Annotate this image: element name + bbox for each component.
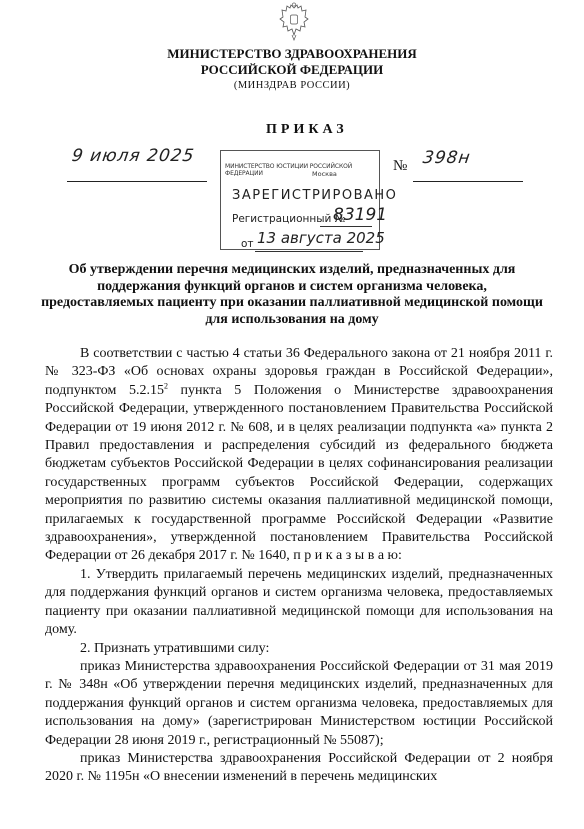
document-type: ПРИКАЗ	[266, 122, 348, 137]
stamp-reg-label: Регистрационный №	[232, 213, 346, 225]
stamp-from-date: 13 августа 2025	[257, 229, 385, 247]
document-body	[45, 345, 553, 787]
document-title: Об утверждении перечня медицинских изделий, предназначенных для поддержания функций органов и систем организма человека, предоставляемых пациенту при оказании паллиативной медицинской помощи для использования на дому	[41, 262, 543, 327]
coat-of-arms-icon	[278, 2, 310, 42]
paragraph-2: 2. Признать утратившими силу:	[80, 640, 270, 656]
stamp-organization: МИНИСТЕРСТВО ЮСТИЦИИ РОССИЙСКОЙ ФЕДЕРАЦИИ	[225, 163, 353, 177]
order-date: 9 июля 2025	[70, 146, 196, 166]
stamp-city: Москва	[312, 170, 337, 178]
stamp-from-label: от	[241, 238, 254, 250]
stamp-status: ЗАРЕГИСТРИРОВАНО	[232, 188, 398, 203]
number-label: №	[393, 158, 408, 174]
order-number: 398н	[421, 148, 472, 168]
paragraph-1: 1. Утвердить прилагаемый перечень медицинских изделий, предназначенных для поддержания функций органов и систем организма человека, предоставляемых пациенту при оказании паллиативной медицинской помощи для использования на дому.	[45, 566, 553, 638]
ministry-name: МИНИСТЕРСТВО ЗДРАВООХРАНЕНИЯ	[167, 46, 417, 61]
stamp-date-underline	[255, 251, 363, 252]
stamp-reg-number: 83191	[333, 205, 388, 225]
ministry-country: РОССИЙСКОЙ ФЕДЕРАЦИИ	[200, 62, 384, 77]
superscript: 2	[163, 381, 168, 391]
paragraph-repealed-1: приказ Министерства здравоохранения Российской Федерации от 31 мая 2019 г. № 348н «Об утверждении перечня медицинских изделий, предназначенных для поддержания функций органов и систем организма человека, предоставляемых для использования на дому» (зарегистрирован Министерством юстиции Российской Федерации 28 июня 2019 г., регистрационный № 55087);	[45, 658, 553, 748]
ministry-short-name: (МИНЗДРАВ РОССИИ)	[233, 80, 351, 91]
preamble-text-rest: пункта 5 Положения о Министерстве здравоохранения Российской Федерации, утвержденного постановлением Правительства Российской Федерации от 19 июня 2012 г. № 608, и в целях реализации подпункта «а» пункта 2 Правил предоставления и распределения субсидий из федерального бюджета бюджетам субъектов Российской Федерации в целях софинансирования реализации государственных программ субъектов Российской Федерации, содержащих мероприятия по развитию системы оказания паллиативной медицинской помощи, прилагаемых к государственной программе Российской Федерации «Развитие здравоохранения», утвержденной постановлением Правительства Российской Федерации от 26 декабря 2017 г. № 1640, п р и к а з ы в а ю:	[45, 382, 554, 564]
paragraph-preamble	[45, 345, 553, 566]
paragraph-repealed-2: приказ Министерства здравоохранения Российской Федерации от 2 ноября 2020 г. № 1195н «О внесении изменений в перечень медицинских	[45, 750, 553, 785]
stamp-reg-underline	[320, 226, 372, 227]
preamble-text: В соответствии с частью 4 статьи 36 Федерального закона от 21 ноября 2011 г. № 323-ФЗ «Об основах охраны здоровья граждан в Российской Федерации», подпунктом 5.2.15	[45, 346, 553, 398]
